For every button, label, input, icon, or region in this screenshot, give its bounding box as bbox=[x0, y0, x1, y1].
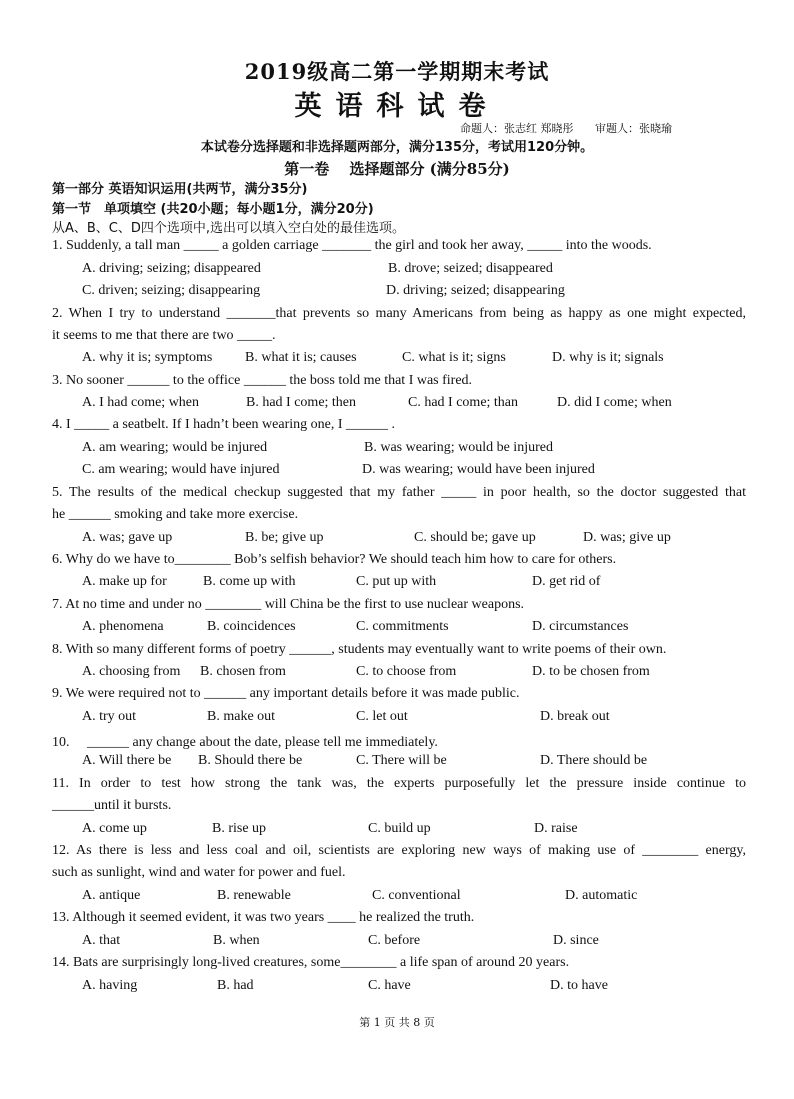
answer-option: A. why it is; symptoms bbox=[82, 350, 213, 365]
question-stem: 4. I _____ a seatbelt. If I hadn’t been wearing one, I ______ . bbox=[52, 417, 396, 432]
exam-subtitle: 英语科试卷 bbox=[294, 91, 500, 122]
question-stem: 8. With so many different forms of poetry ______, students may eventually want to write poems of their own. bbox=[52, 642, 667, 657]
setters: 命题人：张志红 郑晓彤 bbox=[460, 122, 574, 135]
answer-option: A. that bbox=[82, 933, 121, 948]
answer-option: D. since bbox=[553, 933, 599, 948]
question-stem: 9. We were required not to ______ any important details before it was made public. bbox=[52, 686, 520, 701]
answer-option: D. driving; seized; disappearing bbox=[386, 283, 565, 298]
answer-option: C. driven; seizing; disappearing bbox=[82, 283, 261, 298]
answer-option: B. what it is; causes bbox=[245, 350, 357, 365]
answer-option: B. rise up bbox=[212, 821, 267, 836]
answer-option: A. antique bbox=[82, 888, 141, 903]
question-stem: 12. As there is less and less coal and oil, scientists are exploring new ways of making use of ________ energy, bbox=[52, 843, 746, 858]
answer-option: B. chosen from bbox=[200, 664, 286, 679]
question-stem: 3. No sooner ______ to the office ______ the boss told me that I was fired. bbox=[52, 373, 473, 388]
answer-option: B. had I come; then bbox=[246, 395, 357, 410]
answer-option: C. have bbox=[368, 978, 411, 993]
question-stem: 6. Why do we have to________ Bob’s selfish behavior? We should teach him how to care for others. bbox=[52, 552, 617, 567]
answer-option: D. to be chosen from bbox=[532, 664, 650, 679]
question-stem: 14. Bats are surprisingly long-lived creatures, some________ a life span of around 20 years. bbox=[52, 955, 570, 970]
answer-option: D. to have bbox=[550, 978, 608, 993]
answer-option: C. should be; gave up bbox=[414, 530, 536, 545]
answer-option: B. renewable bbox=[217, 888, 291, 903]
answer-option: D. get rid of bbox=[532, 574, 601, 589]
answer-option: D. break out bbox=[540, 709, 610, 724]
answer-option: D. There should be bbox=[540, 753, 648, 768]
answer-option: D. did I come; when bbox=[557, 395, 672, 410]
answer-option: C. conventional bbox=[372, 888, 461, 903]
answer-option: A. Will there be bbox=[82, 753, 172, 768]
answer-option: B. come up with bbox=[203, 574, 296, 589]
reviewer: 审题人：张晓瑜 bbox=[595, 122, 672, 135]
answer-option: C. let out bbox=[356, 709, 408, 724]
answer-option: D. raise bbox=[534, 821, 578, 836]
exam-note: 本试卷分选择题和非选择题两部分，满分135分，考试用120分钟。 bbox=[200, 140, 594, 155]
question-stem: ______until it bursts. bbox=[52, 798, 172, 813]
answer-option: B. Should there be bbox=[198, 753, 303, 768]
answer-option: C. had I come; than bbox=[408, 395, 519, 410]
volume-heading: 第一卷 选择题部分 (满分85分) bbox=[284, 160, 510, 178]
page-footer: 第 1 页 共 8 页 bbox=[359, 1016, 435, 1029]
answer-option: C. to choose from bbox=[356, 664, 457, 679]
answer-option: C. build up bbox=[368, 821, 431, 836]
question-stem: it seems to me that there are two _____. bbox=[52, 328, 276, 343]
question-stem: 2. When I try to understand _______that prevents so many Americans from being as happy as one might expected, bbox=[52, 306, 746, 321]
instruction: 从A、B、C、D四个选项中,选出可以填入空白处的最佳选项。 bbox=[52, 221, 406, 236]
answer-option: C. put up with bbox=[356, 574, 437, 589]
answer-option: A. come up bbox=[82, 821, 147, 836]
answer-option: A. I had come; when bbox=[82, 395, 200, 410]
question-stem: 11. In order to test how strong the tank was, the experts purposefully let the pressure inside continue to bbox=[52, 776, 746, 791]
answer-option: C. commitments bbox=[356, 619, 449, 634]
answer-option: A. driving; seizing; disappeared bbox=[82, 261, 261, 276]
answer-option: B. drove; seized; disappeared bbox=[388, 261, 553, 276]
answer-option: D. was wearing; would have been injured bbox=[362, 462, 595, 477]
section-heading: 第一节 单项填空 (共20小题；每小题1分，满分20分) bbox=[52, 202, 374, 217]
question-stem: he ______ smoking and take more exercise. bbox=[52, 507, 299, 522]
setters-line bbox=[460, 120, 690, 136]
answer-option: B. when bbox=[213, 933, 260, 948]
answer-option: A. make up for bbox=[82, 574, 167, 589]
answer-option: C. what is it; signs bbox=[402, 350, 506, 365]
question-stem: 10. ______ any change about the date, please tell me immediately. bbox=[52, 735, 438, 750]
answer-option: C. am wearing; would have injured bbox=[82, 462, 280, 477]
answer-option: B. coincidences bbox=[207, 619, 296, 634]
answer-option: A. phenomena bbox=[82, 619, 164, 634]
exam-title: 2019级高二第一学期期末考试 bbox=[244, 59, 550, 84]
answer-option: C. before bbox=[368, 933, 421, 948]
answer-option: A. am wearing; would be injured bbox=[82, 440, 268, 455]
answer-option: D. automatic bbox=[565, 888, 638, 903]
answer-option: B. had bbox=[217, 978, 254, 993]
answer-option: A. choosing from bbox=[82, 664, 181, 679]
answer-option: A. having bbox=[82, 978, 138, 993]
question-stem: 1. Suddenly, a tall man _____ a golden carriage _______ the girl and took her away, _____ into the woods. bbox=[52, 238, 652, 253]
answer-option: D. circumstances bbox=[532, 619, 629, 634]
answer-option: D. was; give up bbox=[583, 530, 671, 545]
answer-option: A. try out bbox=[82, 709, 137, 724]
answer-option: A. was; gave up bbox=[82, 530, 173, 545]
part-heading: 第一部分 英语知识运用(共两节，满分35分) bbox=[52, 182, 308, 197]
answer-option: D. why is it; signals bbox=[552, 350, 664, 365]
question-stem: 7. At no time and under no ________ will China be the first to use nuclear weapons. bbox=[52, 597, 525, 612]
question-stem: 5. The results of the medical checkup suggested that my father _____ in poor health, so the doctor suggested that bbox=[52, 485, 746, 500]
question-stem: 13. Although it seemed evident, it was two years ____ he realized the truth. bbox=[52, 910, 475, 925]
answer-option: C. There will be bbox=[356, 753, 447, 768]
question-stem: such as sunlight, wind and water for power and fuel. bbox=[52, 865, 346, 880]
answer-option: B. was wearing; would be injured bbox=[364, 440, 553, 455]
answer-option: B. be; give up bbox=[245, 530, 324, 545]
answer-option: B. make out bbox=[207, 709, 276, 724]
